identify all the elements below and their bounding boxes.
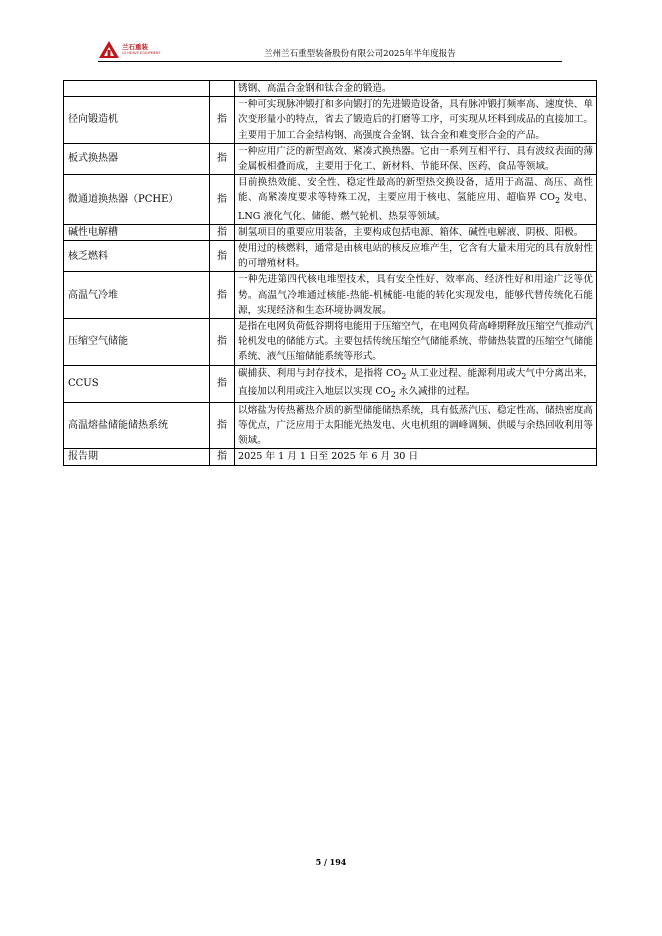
definition-text: 发电、LNG 液化气化、储能、燃气轮机、热泵等领域。 (238, 192, 593, 222)
table-row (64, 175, 597, 225)
mark-cell: 指 (210, 97, 235, 144)
mark-cell: 指 (210, 318, 235, 365)
table-row (64, 143, 597, 174)
mark-cell: 指 (210, 272, 235, 319)
definition-cell: 一种可实现脉冲锻打和多向锻打的先进锻造设备，具有脉冲锻打频率高、速度快、单次变形量小的特点，省去了锻造后的打磨等工序，可实现从坯料到成品的直接加工。主要用于加工合金结构钢、高强度合金钢、钛合金和难变形合金的产品。 (235, 97, 597, 144)
term-cell (64, 81, 210, 97)
definition-text: 目前换热效能、安全性、稳定性最高的新型热交换设备，适用于高温、高压、高性能、高紧凑度要求等特殊工况，主要应用于核电、氢能应用、超临界 CO (238, 177, 593, 204)
mark-cell: 指 (210, 143, 235, 174)
definition-cell: 制氢项目的重要应用装备，主要构成包括电源、箱体、碱性电解液、阴极、阳极。 (235, 224, 597, 240)
definition-cell: 2025 年 1 月 1 日至 2025 年 6 月 30 日 (235, 449, 597, 465)
table-row (64, 81, 597, 97)
term-cell: 高温熔盐储能储热系统 (64, 402, 210, 449)
definition-text: 永久减排的过程。 (395, 385, 476, 397)
definition-cell: 使用过的核燃料，通常是由核电站的核反应堆产生，它含有大量未用完的具有放射性的可增殖材料。 (235, 240, 597, 271)
definition-cell: 一种应用广泛的新型高效、紧凑式换热器。它由一系列互相平行、具有波纹表面的薄金属板相叠而成，主要用于化工、新材料、节能环保、医药、食品等领域。 (235, 143, 597, 174)
term-cell: 碱性电解槽 (64, 224, 210, 240)
mark-cell: 指 (210, 449, 235, 465)
definition-text: 从工业过程、能源利用或大气中分离出来，直接加以利用或注入地层以实现 CO (238, 367, 593, 397)
term-cell: 压缩空气储能 (64, 318, 210, 365)
table-row (64, 365, 597, 402)
term-cell: CCUS (64, 365, 210, 402)
term-cell: 核乏燃料 (64, 240, 210, 271)
term-cell: 报告期 (64, 449, 210, 465)
definition-cell (235, 365, 597, 402)
table-row (64, 402, 597, 449)
term-cell: 径向锻造机 (64, 97, 210, 144)
mark-cell: 指 (210, 365, 235, 402)
table-row (64, 224, 597, 240)
logo-subtext: LS HEAVY EQUIPMENT (122, 51, 161, 55)
table-row (64, 240, 597, 271)
subscript: 2 (390, 389, 396, 399)
table-row (64, 272, 597, 319)
mark-cell: 指 (210, 240, 235, 271)
table-row (64, 318, 597, 365)
term-cell: 板式换热器 (64, 143, 210, 174)
definition-cell: 是指在电网负荷低谷期将电能用于压缩空气，在电网负荷高峰期释放压缩空气推动汽轮机发电的储能方式。主要包括传统压缩空气储能系统、带储热装置的压缩空气储能系统、液气压缩储能系统等形式。 (235, 318, 597, 365)
definition-text: 碳捕获、利用与封存技术，是指将 CO (238, 367, 402, 379)
definition-cell: 锈钢、高温合金钢和钛合金的锻造。 (235, 81, 597, 97)
definition-cell (235, 175, 597, 225)
table-row (64, 97, 597, 144)
mark-cell (210, 81, 235, 97)
report-header-title: 兰州兰石重型装备股份有限公司2025年半年度报告 (264, 49, 456, 59)
subscript: 2 (555, 196, 561, 206)
subscript: 2 (401, 371, 407, 381)
header-divider (98, 61, 562, 62)
mark-cell: 指 (210, 175, 235, 225)
logo-text: 兰石重装 (122, 43, 148, 51)
mark-cell: 指 (210, 224, 235, 240)
term-cell: 高温气冷堆 (64, 272, 210, 319)
definition-cell: 以熔盐为传热蓄热介质的新型储能储热系统，具有低蒸汽压、稳定性高、储热密度高等优点，广泛应用于太阳能光热发电、火电机组的调峰调频、供暖与余热回收利用等领域。 (235, 402, 597, 449)
table-row (64, 449, 597, 465)
term-cell: 微通道换热器（PCHE） (64, 175, 210, 225)
definition-cell: 一种先进第四代核电堆型技术，具有安全性好、效率高、经济性好和用途广泛等优势。高温气冷堆通过核能-热能-机械能-电能的转化实现发电，能够代替传统化石能源，实现经济和生态环境协调发展。 (235, 272, 597, 319)
page-number: 5 / 194 (315, 857, 347, 867)
definitions-table (63, 80, 597, 466)
mark-cell: 指 (210, 402, 235, 449)
